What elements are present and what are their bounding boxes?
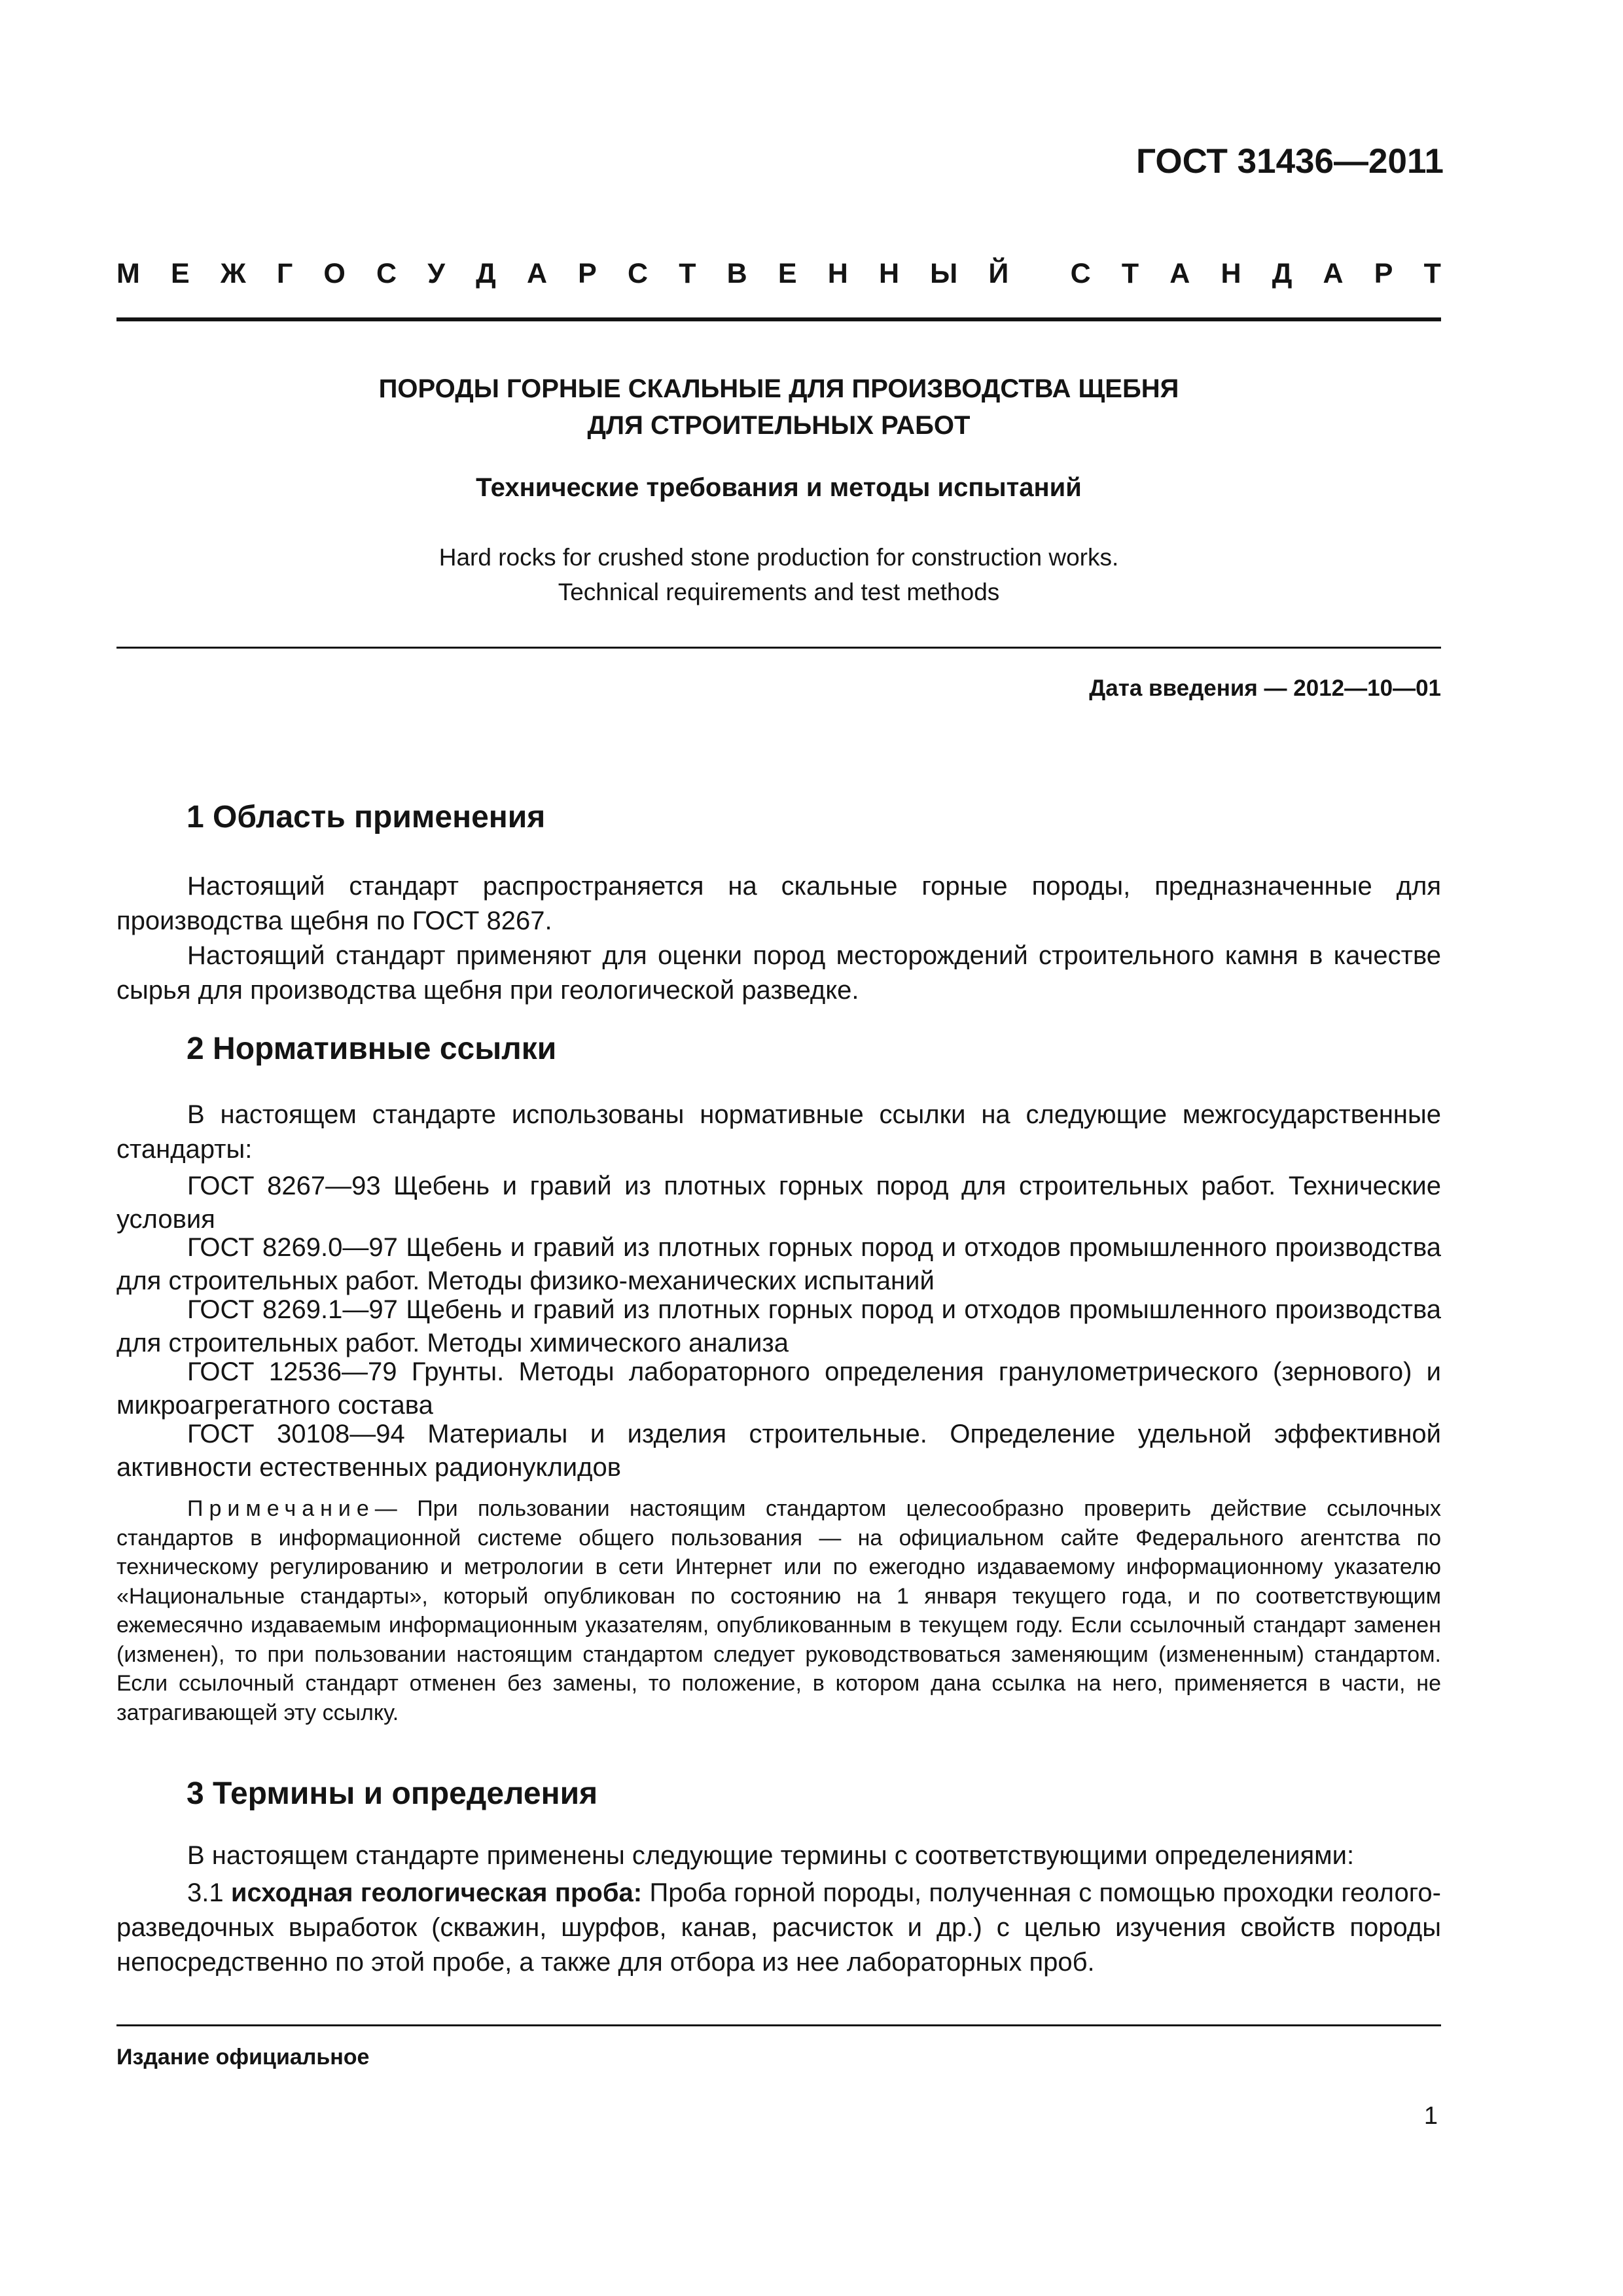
banner-letter: Г	[276, 258, 293, 289]
banner-letter: Р	[1374, 258, 1393, 289]
page-number: 1	[1423, 2102, 1438, 2130]
banner-letter: Т	[1423, 258, 1441, 289]
banner-letter: Р	[578, 258, 597, 289]
banner-letter: Ж	[220, 258, 246, 289]
title-line: ДЛЯ СТРОИТЕЛЬНЫХ РАБОТ	[587, 411, 971, 440]
note-label: Примечание	[187, 1496, 375, 1521]
section-heading: 1 Область применения	[187, 800, 546, 834]
banner-letter: Е	[170, 258, 190, 289]
normative-reference: ГОСТ 8269.0—97 Щебень и гравий из плотных горных пород и отходов промышленного производства для строительных работ. Методы физико-механических испытаний	[116, 1233, 1441, 1295]
banner-letter: Н	[878, 258, 899, 289]
banner-letter: Ы	[930, 258, 958, 289]
english-title-line: Technical requirements and test methods	[558, 579, 1000, 605]
title-divider	[116, 647, 1441, 649]
normative-reference: ГОСТ 30108—94 Материалы и изделия строительные. Определение удельной эффективной активности естественных радионуклидов	[116, 1420, 1441, 1482]
banner-letter: А	[526, 258, 547, 289]
banner-letter: Н	[827, 258, 848, 289]
title-line: ПОРОДЫ ГОРНЫЕ СКАЛЬНЫЕ ДЛЯ ПРОИЗВОДСТВА ЩЕБНЯ	[378, 374, 1179, 403]
banner-letter: Т	[1121, 258, 1139, 289]
official-edition-label: Издание официальное	[116, 2045, 370, 2070]
note	[116, 1494, 1441, 1727]
banner-letter: А	[1169, 258, 1190, 289]
term-text: Проба горной породы, полученная с помощью проходки геолого-разведочных выработок (скважин, шурфов, канав, расчисток и др.) с целью изучения свойств породы непосредственно по этой пробе, а также для отбора из нее лабораторных проб.	[116, 1878, 1441, 1977]
interstate-standard-banner	[116, 258, 1441, 290]
document-number: ГОСТ 31436—2011	[1136, 142, 1444, 181]
banner-letter: С	[1070, 258, 1091, 289]
banner-letter: М	[116, 258, 140, 289]
banner-letter: Т	[679, 258, 696, 289]
banner-letter: А	[1323, 258, 1344, 289]
section-heading: 3 Термины и определения	[187, 1776, 598, 1811]
document-subtitle: Технические требования и методы испытаний	[476, 473, 1082, 502]
section-heading: 2 Нормативные ссылки	[187, 1031, 557, 1066]
banner-letter: С	[628, 258, 649, 289]
document-title	[116, 370, 1441, 444]
banner-letter: В	[726, 258, 747, 289]
paragraph: В настоящем стандарте использованы нормативные ссылки на следующие межгосударственные стандарты:	[116, 1100, 1441, 1164]
header-divider	[116, 317, 1441, 321]
paragraph: В настоящем стандарте применены следующие термины с соответствующими определениями:	[187, 1841, 1355, 1870]
normative-reference: ГОСТ 8269.1—97 Щебень и гравий из плотных горных пород и отходов промышленного производства для строительных работ. Методы химического анализа	[116, 1295, 1441, 1357]
normative-reference: ГОСТ 8267—93 Щебень и гравий из плотных горных пород для строительных работ. Технические условия	[116, 1172, 1441, 1234]
term-number: 3.1	[187, 1878, 224, 1907]
banner-letter: Д	[1272, 258, 1293, 289]
paragraph: Настоящий стандарт распространяется на скальные горные породы, предназначенные для производства щебня по ГОСТ 8267.	[116, 872, 1441, 935]
paragraph: Настоящий стандарт применяют для оценки пород месторождений строительного камня в качестве сырья для производства щебня при геологической разведке.	[116, 941, 1441, 1005]
normative-reference: ГОСТ 12536—79 Грунты. Методы лабораторного определения гранулометрического (зернового) и микроагрегатного состава	[116, 1357, 1441, 1420]
banner-letter: О	[323, 258, 346, 289]
term-definition	[116, 1876, 1441, 1980]
term-name: исходная геологическая проба:	[230, 1878, 643, 1907]
introduction-date: Дата введения — 2012—10—01	[1089, 675, 1441, 701]
note-text: — При пользовании настоящим стандартом целесообразно проверить действие ссылочных стандартов в информационной системе общего пользования — на официальном сайте Федерального агентства по техническому регулированию и метрологии в сети Интернет или по ежегодно издаваемому информационному указателю «Национальные стандарты», который опубликован по состоянию на 1 января текущего года, и по соответствующим ежемесячно издаваемым информационным указателям, опубликованным в текущем году. Если ссылочный стандарт заменен (изменен), то при пользовании настоящим стандартом следует руководствоваться заменяющим (измененным) стандартом. Если ссылочный стандарт отменен без замены, то положение, в котором дана ссылка на него, применяется в части, не затрагивающей эту ссылку.	[116, 1496, 1441, 1725]
english-title	[116, 540, 1441, 609]
banner-letter: Й	[988, 258, 1009, 289]
banner-letter: С	[376, 258, 397, 289]
banner-letter: У	[427, 258, 445, 289]
footer-divider	[116, 2024, 1441, 2026]
banner-letter: Д	[476, 258, 496, 289]
banner-letter: Н	[1221, 258, 1241, 289]
banner-letter: Е	[777, 258, 797, 289]
english-title-line: Hard rocks for crushed stone production for construction works.	[438, 544, 1119, 571]
